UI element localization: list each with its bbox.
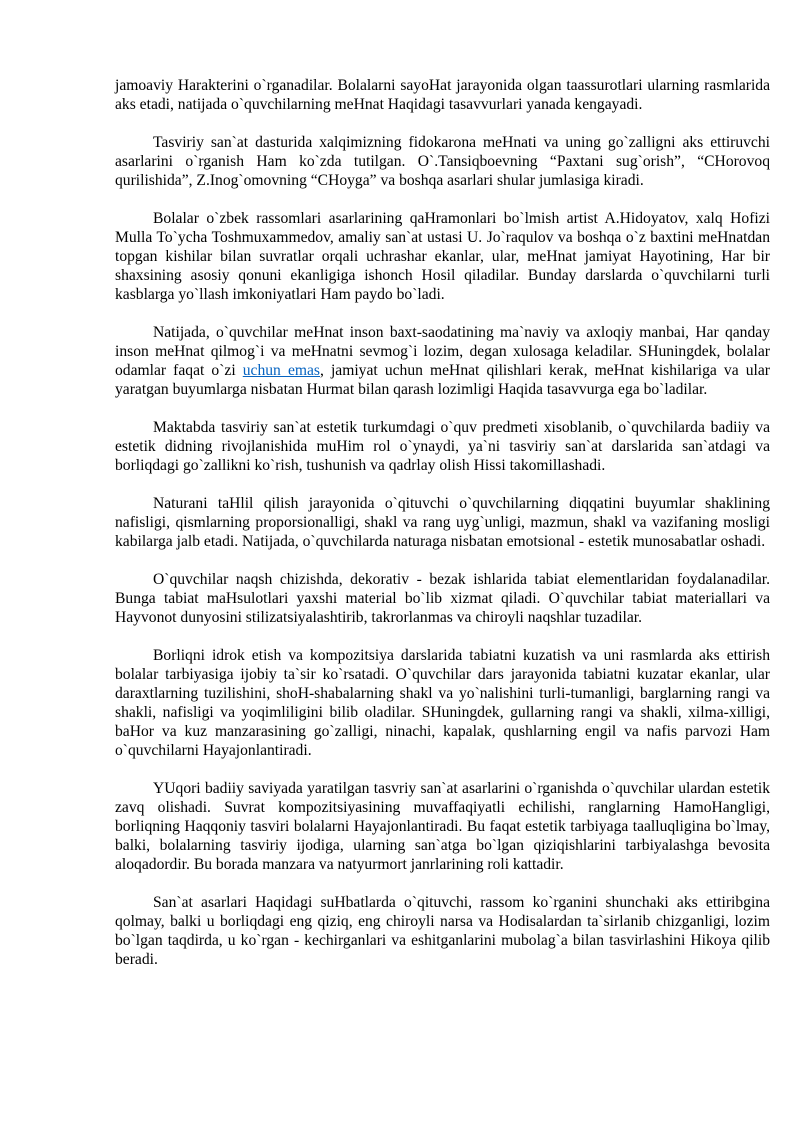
paragraph-10: San`at asarlari Haqidagi suHbatlarda o`qituvchi, rassom ko`rganini shunchaki aks ettiribgina qolmay, balki u borliqdagi eng qiziq, eng chiroyli narsa va Hodisalardan ta`sirlanib chizganligi, lozim bo`lgan taqdirda, u ko`rgan - kechirganlari va eshitganlarini mubolag`a bilan tasvirlashini Hikoya qilib beradi. bbox=[115, 894, 770, 968]
paragraph-1: jamoaviy Harakterini o`rganadilar. Bolalarni sayoHat jarayonida olgan taassurotlari ularning rasmlarida aks etadi, natijada o`quvchilarning meHnat Haqidagi tasavvurlari yanada kengayadi. bbox=[115, 77, 770, 113]
uchun-emas-link[interactable]: uchun emas bbox=[242, 362, 320, 379]
paragraph-2: Tasviriy san`at dasturida xalqimizning fidokarona meHnati va uning go`zalligni aks ettiruvchi asarlarini o`rganish Ham ko`zda tutilgan. O`.Tansiqboevning “Paxtani sug`orish”, “CHorovoq qurilishida”, Z.Inog`omovning “CHoyga” va boshqa asarlari shular jumlasiga kiradi. bbox=[115, 134, 770, 189]
paragraph-4-text-before: Natijada, o`quvchilar meHnat inson baxt-saodatining ma`naviy va axloqiy manbai, Har qanday inson meHnat qilmog`i va meHnatni sevmog`i lozim, degan xulosaga keladilar. SHuningdek, bolalar odamlar faqat o`zi bbox=[115, 324, 770, 379]
paragraph-3: Bolalar o`zbek rassomlari asarlarining qaHramonlari bo`lmish artist A.Hidoyatov, xalq Hofizi Mulla To`ycha Toshmuxammedov, amaliy san`at ustasi U. Jo`raqulov va boshqa o`z baxtini meHnatdan topgan kishilar bilan suvratlar orqali uchrashar ekanlar, ular, meHnat jamiyat Hayotining, Har bir shaxsining asosiy qonuni ekanligiga ishonch Hosil qiladilar. Bunday darslarda o`quvchilarni turli kasblarga yo`llash imkoniyatlari Ham paydo bo`ladi. bbox=[115, 210, 770, 303]
paragraph-9: YUqori badiiy saviyada yaratilgan tasvriy san`at asarlarini o`rganishda o`quvchilar ulardan estetik zavq olishadi. Suvrat kompozitsiyasining muvaffaqiyatli echilishi, ranglarning HamoHangligi, borliqning Haqqoniy tasviri bolalarni Hayajonlantiradi. Bu faqat estetik tarbiyaga taalluqligina bo`lmay, balki, bolalarning tasviriy ijodiga, ularning san`atga bo`lgan qiziqishlarini tarbiyalashga bevosita aloqadordir. Bu borada manzara va natyurmort janrlarining roli kattadir. bbox=[115, 780, 770, 873]
paragraph-4-text-after: , jamiyat uchun meHnat qilishlari kerak, meHnat kishilariga va ular yaratgan buyumlarga nisbatan Hurmat bilan qarash lozimligi Haqida tasavvurga ega bo`ladilar. bbox=[115, 362, 770, 398]
paragraph-4 bbox=[115, 323, 770, 399]
paragraph-5: Maktabda tasviriy san`at estetik turkumdagi o`quv predmeti xisoblanib, o`quvchilarda badiiy va estetik didning rivojlanishida muHim rol o`ynaydi, ya`ni tasviriy san`at darslarida san`atdagi va borliqdagi go`zallikni ko`rish, tushunish va qadrlay olish Hissi takomillashadi. bbox=[115, 419, 770, 474]
paragraph-8: Borliqni idrok etish va kompozitsiya darslarida tabiatni kuzatish va uni rasmlarda aks ettirish bolalar tarbiyasiga ijobiy ta`sir ko`rsatadi. O`quvchilar dars jarayonida tabiatni kuzatar ekanlar, ular daraxtlarning tuzilishini, shoH-shabalarning shakl va yo`nalishini turli-tumanligi, barglarning rangi va shakli, nafisligi va yoqimliligini bilib oladilar. SHuningdek, gullarning rangi va shakli, xilma-xilligi, baHor va kuz manzarasining go`zalligi, ninachi, kapalak, qushlarning engil va nafis parvozi Ham o`quvchilarni Hayajonlantiradi. bbox=[115, 647, 770, 759]
paragraph-6: Naturani taHlil qilish jarayonida o`qituvchi o`quvchilarning diqqatini buyumlar shaklining nafisligi, qismlarning proporsionalligi, shakl va rang uyg`unligi, mazmun, shakl va vazifaning mosligi kabilarga jalb etadi. Natijada, o`quvchilarda naturaga nisbatan emotsional - estetik munosabatlar oshadi. bbox=[115, 495, 770, 550]
paragraph-7: O`quvchilar naqsh chizishda, dekorativ - bezak ishlarida tabiat elementlaridan foydalanadilar. Bunga tabiat maHsulotlari yaxshi material bo`lib xizmat qiladi. O`quvchilar tabiat materiallari va Hayvonot dunyosini stilizatsiyalashtirib, takrorlanmas va chiroyli naqshlar tuzadilar. bbox=[115, 571, 770, 626]
document-page bbox=[115, 76, 770, 988]
